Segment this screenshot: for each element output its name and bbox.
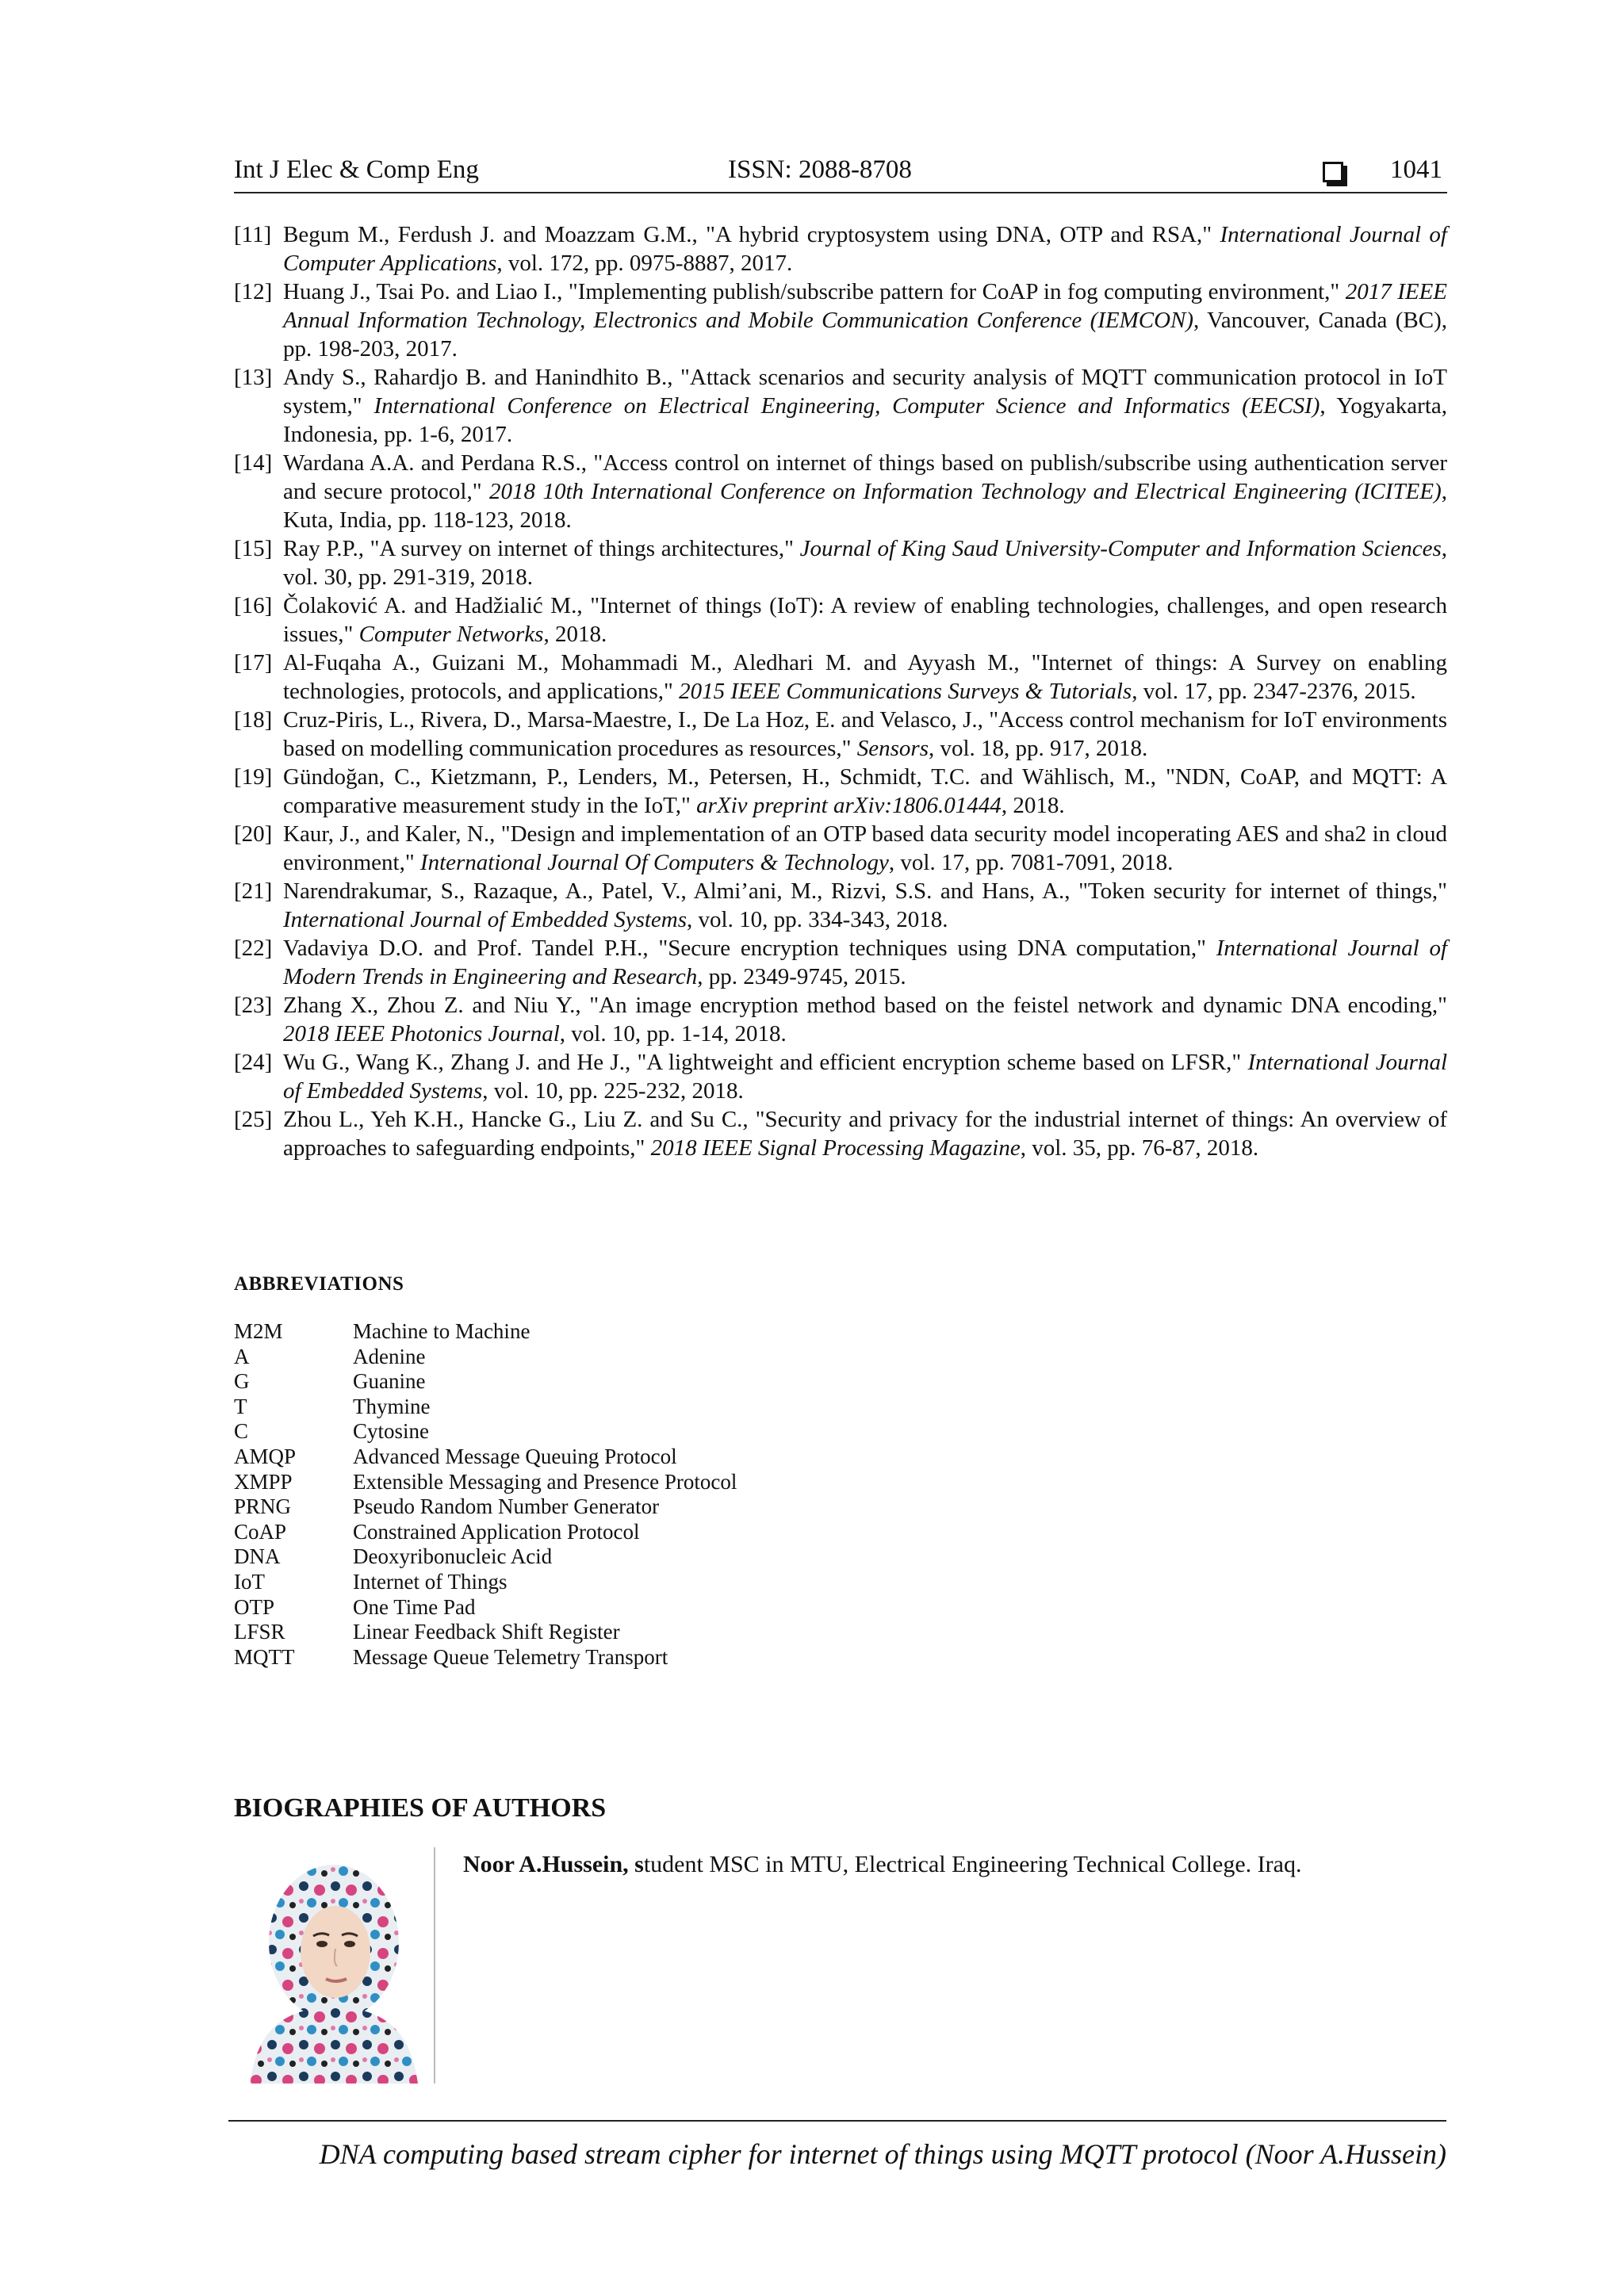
reference-number: [25] (234, 1107, 273, 1132)
reference-text: , vol. 30, pp. 291-319, 2018. (283, 536, 1447, 590)
abbreviation-code: A (234, 1344, 250, 1368)
reference-item (234, 706, 1447, 763)
abbreviation-meaning: Advanced Message Queuing Protocol (353, 1444, 677, 1468)
reference-text: , vol. 10, pp. 225-232, 2018. (482, 1078, 744, 1104)
abbreviation-code: CoAP (234, 1519, 287, 1544)
reference-text: Wardana A.A. and Perdana R.S., "Access control on internet of things based on publish/subscribe using authentication server and secure protocol," (283, 450, 1447, 504)
reference-number: [19] (234, 764, 273, 790)
abbreviation-code: AMQP (234, 1444, 297, 1468)
abbreviation-meaning: Extensible Messaging and Presence Protocol (353, 1469, 737, 1494)
reference-text: , 2018. (1001, 793, 1065, 818)
author-photo (234, 1847, 435, 2084)
reference-number: [12] (234, 279, 273, 304)
abbreviation-code: M2M (234, 1319, 283, 1343)
abbreviation-code: G (234, 1369, 250, 1394)
page-number: 1041 (1390, 155, 1442, 184)
reference-text: , vol. 10, pp. 1-14, 2018. (559, 1021, 787, 1047)
author-name: Noor A.Hussein, s (463, 1851, 644, 1877)
reference-number: [24] (234, 1050, 273, 1075)
abbreviation-meaning: Internet of Things (353, 1569, 508, 1594)
abbreviation-code: XMPP (234, 1469, 293, 1494)
abbreviation-meaning: Deoxyribonucleic Acid (353, 1544, 553, 1569)
abbreviation-meaning: Machine to Machine (353, 1319, 530, 1343)
abbreviation-meaning: Linear Feedback Shift Register (353, 1620, 620, 1644)
reference-text: Narendrakumar, S., Razaque, A., Patel, V., Almi’ani, M., Rizvi, S.S. and Hans, A., "Token security for internet of things," (283, 878, 1447, 904)
reference-number: [17] (234, 650, 273, 675)
biographies-heading: BIOGRAPHIES OF AUTHORS (234, 1793, 607, 1823)
reference-number: [16] (234, 593, 273, 618)
reference-text: , pp. 2349-9745, 2015. (697, 964, 906, 989)
abbreviation-meaning: Message Queue Telemetry Transport (353, 1644, 668, 1669)
abbreviation-meaning: Guanine (353, 1369, 426, 1394)
reference-text: Kaur, J., and Kaler, N., "Design and implementation of an OTP based data security model incoperating AES and sha2 in cloud environment," (283, 821, 1447, 875)
abbreviation-code: OTP (234, 1594, 275, 1619)
reference-text: Gündoğan, C., Kietzmann, P., Lenders, M., Petersen, H., Schmidt, T.C. and Wählisch, M., "NDN, CoAP, and MQTT: A comparative measurement study in the IoT," (283, 764, 1447, 818)
reference-item (234, 649, 1447, 706)
reference-text: Huang J., Tsai Po. and Liao I., "Implementing publish/subscribe pattern for CoAP in fog computing environment," (283, 279, 1346, 304)
reference-text: Cruz-Piris, L., Rivera, D., Marsa-Maestre, I., De La Hoz, E. and Velasco, J., "Access control mechanism for IoT environments based on modelling communication procedures as resources," (283, 707, 1447, 761)
reference-venue: arXiv preprint arXiv:1806.01444 (696, 793, 1002, 818)
reference-item (234, 591, 1447, 649)
reference-text: , vol. 10, pp. 334-343, 2018. (687, 907, 948, 932)
reference-venue: International Journal of Embedded Systems (283, 907, 688, 932)
reference-venue: 2018 IEEE Photonics Journal (283, 1021, 560, 1047)
reference-venue: International Journal of Modern Trends in Engineering and Research (283, 936, 1447, 989)
reference-item (234, 363, 1447, 449)
square-bullet-icon (1323, 162, 1343, 182)
journal-name: Int J Elec & Comp Eng (234, 155, 479, 184)
reference-venue: International Journal Of Computers & Technology (419, 850, 889, 875)
reference-venue: 2015 IEEE Communications Surveys & Tutorials (679, 679, 1132, 704)
abbreviations-title: ABBREVIATIONS (234, 1273, 404, 1295)
reference-text: Begum M., Ferdush J. and Moazzam G.M., "A hybrid cryptosystem using DNA, OTP and RSA," (283, 222, 1220, 247)
reference-text: , Yogyakarta, Indonesia, pp. 1-6, 2017. (283, 393, 1447, 447)
reference-venue: International Journal of Embedded Systems (283, 1050, 1448, 1104)
reference-number: [15] (234, 536, 273, 561)
author-biography (463, 1851, 1301, 1878)
reference-number: [22] (234, 936, 273, 961)
reference-number: [23] (234, 993, 273, 1018)
reference-text: , vol. 35, pp. 76-87, 2018. (1020, 1135, 1259, 1161)
reference-item (234, 449, 1447, 534)
reference-text: , 2018. (543, 622, 607, 647)
abbreviation-meaning: Adenine (353, 1344, 426, 1368)
reference-text: Čolaković A. and Hadžialić M., "Internet of things (IoT): A review of enabling technologies, challenges, and open research issues," (283, 593, 1447, 647)
reference-venue: Journal of King Saud University-Computer and Information Sciences (799, 536, 1442, 561)
reference-item (234, 877, 1447, 934)
reference-venue: Computer Networks (358, 622, 544, 647)
abbreviation-code: T (234, 1394, 247, 1418)
abbreviation-code: MQTT (234, 1644, 295, 1669)
reference-item (234, 820, 1447, 877)
reference-venue: 2017 IEEE Annual Information Technology, Electronics and Mobile Communication Conference (IEMCON) (283, 279, 1447, 333)
reference-item (234, 763, 1447, 820)
reference-item (234, 534, 1447, 591)
reference-number: [11] (234, 222, 272, 247)
abbreviation-meaning: Constrained Application Protocol (353, 1519, 640, 1544)
reference-text: , vol. 18, pp. 917, 2018. (928, 736, 1148, 761)
reference-list (234, 220, 1447, 1162)
reference-number: [21] (234, 878, 273, 904)
reference-text: Andy S., Rahardjo B. and Hanindhito B., "Attack scenarios and security analysis of MQTT communication protocol in IoT system," (283, 365, 1447, 419)
reference-item (234, 220, 1447, 277)
abbreviation-code: PRNG (234, 1494, 292, 1519)
reference-text: , vol. 17, pp. 2347-2376, 2015. (1132, 679, 1416, 704)
abbreviation-code: C (234, 1419, 249, 1444)
reference-venue: 2018 IEEE Signal Processing Magazine (650, 1135, 1021, 1161)
reference-venue: International Journal of Computer Applications (283, 222, 1447, 276)
abbreviation-meaning: Thymine (353, 1394, 431, 1418)
reference-item (234, 991, 1447, 1048)
reference-venue: 2018 10th International Conference on Information Technology and Electrical Engineering (ICITEE) (489, 479, 1442, 504)
abbreviation-code: DNA (234, 1544, 281, 1569)
reference-text: Ray P.P., "A survey on internet of things architectures," (283, 536, 800, 561)
reference-text: , Vancouver, Canada (BC), pp. 198-203, 2017. (283, 308, 1447, 362)
abbreviation-meaning: One Time Pad (353, 1594, 476, 1619)
reference-text: Vadaviya D.O. and Prof. Tandel P.H., "Secure encryption techniques using DNA computation," (283, 936, 1216, 961)
reference-text: , vol. 172, pp. 0975-8887, 2017. (496, 251, 793, 276)
abbreviation-code: LFSR (234, 1620, 285, 1644)
author-description: tudent MSC in MTU, Electrical Engineering Technical College. Iraq. (643, 1851, 1302, 1877)
issn: ISSN: 2088-8708 (728, 155, 912, 184)
reference-venue: International Conference on Electrical Engineering, Computer Science and Informatics (EECSI) (373, 393, 1320, 419)
reference-text: Wu G., Wang K., Zhang J. and He J., "A lightweight and efficient encryption scheme based on LFSR," (283, 1050, 1248, 1075)
reference-venue: Sensors (856, 736, 929, 761)
reference-text: , Kuta, India, pp. 118-123, 2018. (283, 479, 1447, 533)
abbreviation-code: IoT (234, 1569, 265, 1594)
reference-text: Zhou L., Yeh K.H., Hancke G., Liu Z. and Su C., "Security and privacy for the industrial internet of things: An overview of approaches to safeguarding endpoints," (283, 1107, 1447, 1161)
reference-item (234, 934, 1447, 991)
reference-text: Zhang X., Zhou Z. and Niu Y., "An image encryption method based on the feistel network and dynamic DNA encoding," (283, 993, 1447, 1018)
reference-text: Al-Fuqaha A., Guizani M., Mohammadi M., Aledhari M. and Ayyash M., "Internet of things: A Survey on enabling technologies, protocols, and applications," (283, 650, 1447, 704)
reference-item (234, 1105, 1447, 1162)
reference-text: , vol. 17, pp. 7081-7091, 2018. (888, 850, 1174, 875)
abbreviation-meaning: Cytosine (353, 1419, 430, 1444)
reference-number: [18] (234, 707, 273, 733)
page-header (234, 155, 1447, 193)
reference-number: [13] (234, 365, 273, 390)
reference-item (234, 277, 1447, 363)
reference-number: [14] (234, 450, 273, 476)
reference-item (234, 1048, 1447, 1105)
reference-number: [20] (234, 821, 273, 847)
abbreviation-meaning: Pseudo Random Number Generator (353, 1494, 660, 1519)
running-footer: DNA computing based stream cipher for internet of things using MQTT protocol (Noor A.Hussein) (228, 2120, 1446, 2171)
